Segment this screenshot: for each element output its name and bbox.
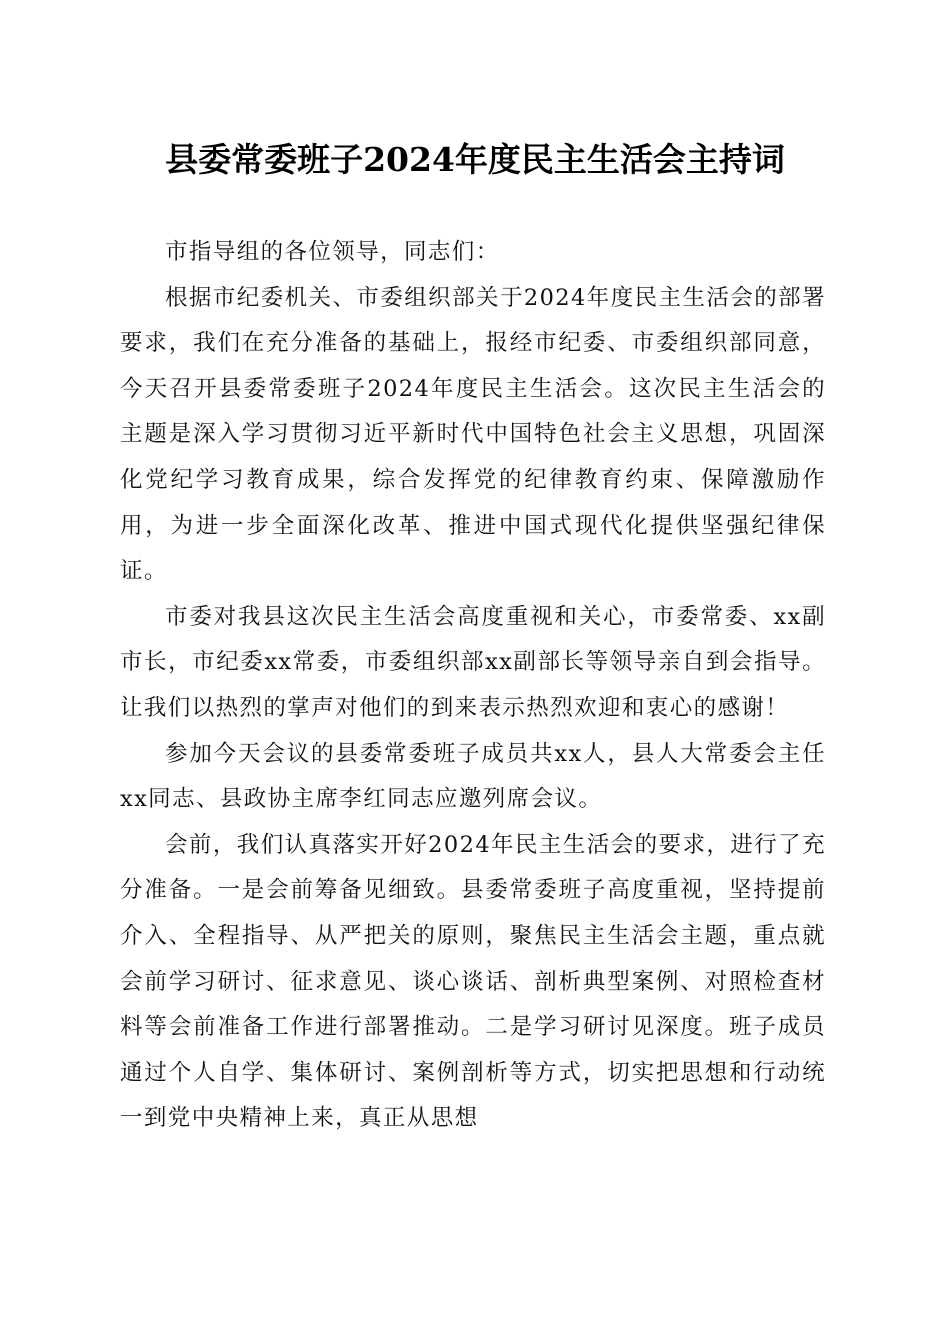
body-paragraph: 根据市纪委机关、市委组织部关于2024年度民主生活会的部署要求，我们在充分准备的基础上，报经市纪委、市委组织部同意，今天召开县委常委班子2024年度民主生活会。这次民主生活会的主题是深入学习贯彻习近平新时代中国特色社会主义思想，巩固深化党纪学习教育成果，综合发挥党的纪律教育约束、保障激励作用，为进一步全面深化改革、推进中国式现代化提供坚强纪律保证。 — [120, 284, 826, 585]
body-paragraph: 参加今天会议的县委常委班子成员共xx人，县人大常委会主任xx同志、县政协主席李红同志应邀列席会议。 — [120, 740, 826, 813]
document-body — [120, 230, 826, 1142]
body-paragraph: 会前，我们认真落实开好2024年民主生活会的要求，进行了充分准备。一是会前筹备见细致。县委常委班子高度重视，坚持提前介入、全程指导、从严把关的原则，聚焦民主生活会主题，重点就会前学习研讨、征求意见、谈心谈话、剖析典型案例、对照检查材料等会前准备工作进行部署推动。二是学习研讨见深度。班子成员通过个人自学、集体研讨、案例剖析等方式，切实把思想和行动统一到党中央精神上来，真正从思想 — [120, 831, 826, 1132]
document-title: 县委常委班子2024年度民主生活会主持词 — [165, 140, 785, 179]
salutation-paragraph: 市指导组的各位领导，同志们： — [165, 239, 500, 265]
body-paragraph: 市委对我县这次民主生活会高度重视和关心，市委常委、xx副市长，市纪委xx常委，市委组织部xx副部长等领导亲自到会指导。让我们以热烈的掌声对他们的到来表示热烈欢迎和衷心的感谢！ — [120, 603, 826, 721]
